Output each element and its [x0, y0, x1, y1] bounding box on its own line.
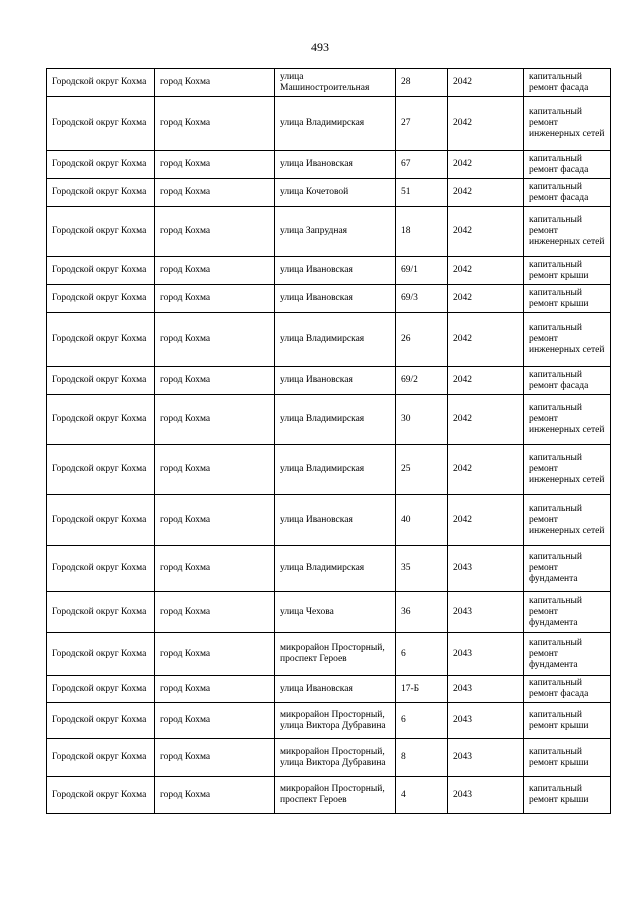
street-cell: улица Ивановская — [275, 285, 396, 313]
year-cell: 2042 — [448, 151, 524, 179]
house-number-cell: 36 — [396, 592, 448, 633]
table-body — [47, 69, 611, 814]
street-cell: микрорайон Просторный, проспект Героев — [275, 633, 396, 676]
street-cell: улица Ивановская — [275, 367, 396, 395]
table-row — [47, 546, 611, 592]
city-cell: город Кохма — [155, 592, 275, 633]
city-cell: город Кохма — [155, 367, 275, 395]
table-row — [47, 592, 611, 633]
table-row — [47, 495, 611, 546]
street-cell: микрорайон Просторный, проспект Героев — [275, 777, 396, 814]
district-cell: Городской округ Кохма — [47, 151, 155, 179]
house-number-cell: 4 — [396, 777, 448, 814]
house-number-cell: 69/2 — [396, 367, 448, 395]
city-cell: город Кохма — [155, 495, 275, 546]
street-cell: улица Машиностроительная — [275, 69, 396, 97]
district-cell: Городской округ Кохма — [47, 367, 155, 395]
table-row — [47, 97, 611, 151]
district-cell: Городской округ Кохма — [47, 395, 155, 445]
district-cell: Городской округ Кохма — [47, 633, 155, 676]
work-type-cell: капитальный ремонт крыши — [524, 777, 611, 814]
table-row — [47, 395, 611, 445]
year-cell: 2043 — [448, 703, 524, 739]
house-number-cell: 40 — [396, 495, 448, 546]
street-cell: микрорайон Просторный, улица Виктора Дубравина — [275, 739, 396, 777]
street-cell: улица Ивановская — [275, 676, 396, 703]
work-type-cell: капитальный ремонт инженерных сетей — [524, 97, 611, 151]
street-cell: микрорайон Просторный, улица Виктора Дубравина — [275, 703, 396, 739]
year-cell: 2042 — [448, 367, 524, 395]
year-cell: 2042 — [448, 495, 524, 546]
house-number-cell: 67 — [396, 151, 448, 179]
district-cell: Городской округ Кохма — [47, 495, 155, 546]
house-number-cell: 6 — [396, 703, 448, 739]
street-cell: улица Владимирская — [275, 395, 396, 445]
district-cell: Городской округ Кохма — [47, 703, 155, 739]
house-number-cell: 69/3 — [396, 285, 448, 313]
city-cell: город Кохма — [155, 676, 275, 703]
district-cell: Городской округ Кохма — [47, 777, 155, 814]
table-row — [47, 703, 611, 739]
year-cell: 2043 — [448, 739, 524, 777]
year-cell: 2042 — [448, 207, 524, 257]
year-cell: 2042 — [448, 313, 524, 367]
work-type-cell: капитальный ремонт фасада — [524, 367, 611, 395]
street-cell: улица Ивановская — [275, 257, 396, 285]
city-cell: город Кохма — [155, 97, 275, 151]
street-cell: улица Владимирская — [275, 313, 396, 367]
work-type-cell: капитальный ремонт фасада — [524, 179, 611, 207]
table-row — [47, 445, 611, 495]
year-cell: 2042 — [448, 445, 524, 495]
district-cell: Городской округ Кохма — [47, 592, 155, 633]
year-cell: 2042 — [448, 97, 524, 151]
work-type-cell: капитальный ремонт инженерных сетей — [524, 395, 611, 445]
work-type-cell: капитальный ремонт крыши — [524, 257, 611, 285]
house-number-cell: 25 — [396, 445, 448, 495]
house-number-cell: 8 — [396, 739, 448, 777]
work-type-cell: капитальный ремонт инженерных сетей — [524, 313, 611, 367]
table-row — [47, 313, 611, 367]
table-row — [47, 285, 611, 313]
city-cell: город Кохма — [155, 179, 275, 207]
district-cell: Городской округ Кохма — [47, 257, 155, 285]
district-cell: Городской округ Кохма — [47, 445, 155, 495]
district-cell: Городской округ Кохма — [47, 313, 155, 367]
year-cell: 2043 — [448, 592, 524, 633]
district-cell: Городской округ Кохма — [47, 179, 155, 207]
city-cell: город Кохма — [155, 69, 275, 97]
year-cell: 2043 — [448, 546, 524, 592]
table-row — [47, 676, 611, 703]
district-cell: Городской округ Кохма — [47, 676, 155, 703]
house-number-cell: 35 — [396, 546, 448, 592]
city-cell: город Кохма — [155, 739, 275, 777]
street-cell: улица Владимирская — [275, 97, 396, 151]
page-number: 493 — [311, 40, 329, 54]
house-number-cell: 28 — [396, 69, 448, 97]
house-number-cell: 69/1 — [396, 257, 448, 285]
house-number-cell: 27 — [396, 97, 448, 151]
year-cell: 2042 — [448, 285, 524, 313]
year-cell: 2043 — [448, 777, 524, 814]
district-cell: Городской округ Кохма — [47, 207, 155, 257]
table-row — [47, 179, 611, 207]
work-type-cell: капитальный ремонт фасада — [524, 151, 611, 179]
table-row — [47, 69, 611, 97]
street-cell: улица Чехова — [275, 592, 396, 633]
year-cell: 2042 — [448, 395, 524, 445]
city-cell: город Кохма — [155, 777, 275, 814]
house-number-cell: 51 — [396, 179, 448, 207]
district-cell: Городской округ Кохма — [47, 69, 155, 97]
city-cell: город Кохма — [155, 257, 275, 285]
work-type-cell: капитальный ремонт крыши — [524, 703, 611, 739]
table-row — [47, 739, 611, 777]
house-number-cell: 17-Б — [396, 676, 448, 703]
table-row — [47, 633, 611, 676]
city-cell: город Кохма — [155, 546, 275, 592]
street-cell: улица Владимирская — [275, 445, 396, 495]
city-cell: город Кохма — [155, 151, 275, 179]
district-cell: Городской округ Кохма — [47, 739, 155, 777]
work-type-cell: капитальный ремонт фундамента — [524, 633, 611, 676]
house-number-cell: 6 — [396, 633, 448, 676]
city-cell: город Кохма — [155, 285, 275, 313]
work-type-cell: капитальный ремонт крыши — [524, 285, 611, 313]
repair-schedule-table — [46, 68, 611, 814]
city-cell: город Кохма — [155, 395, 275, 445]
table-row — [47, 207, 611, 257]
year-cell: 2042 — [448, 179, 524, 207]
district-cell: Городской округ Кохма — [47, 285, 155, 313]
year-cell: 2042 — [448, 257, 524, 285]
street-cell: улица Кочетовой — [275, 179, 396, 207]
table-row — [47, 777, 611, 814]
year-cell: 2042 — [448, 69, 524, 97]
house-number-cell: 18 — [396, 207, 448, 257]
work-type-cell: капитальный ремонт фундамента — [524, 546, 611, 592]
city-cell: город Кохма — [155, 633, 275, 676]
work-type-cell: капитальный ремонт фасада — [524, 69, 611, 97]
house-number-cell: 26 — [396, 313, 448, 367]
district-cell: Городской округ Кохма — [47, 546, 155, 592]
year-cell: 2043 — [448, 676, 524, 703]
table-row — [47, 151, 611, 179]
city-cell: город Кохма — [155, 313, 275, 367]
table-row — [47, 257, 611, 285]
city-cell: город Кохма — [155, 445, 275, 495]
street-cell: улица Ивановская — [275, 151, 396, 179]
street-cell: улица Ивановская — [275, 495, 396, 546]
city-cell: город Кохма — [155, 703, 275, 739]
street-cell: улица Запрудная — [275, 207, 396, 257]
work-type-cell: капитальный ремонт фасада — [524, 676, 611, 703]
work-type-cell: капитальный ремонт фундамента — [524, 592, 611, 633]
work-type-cell: капитальный ремонт крыши — [524, 739, 611, 777]
house-number-cell: 30 — [396, 395, 448, 445]
street-cell: улица Владимирская — [275, 546, 396, 592]
work-type-cell: капитальный ремонт инженерных сетей — [524, 495, 611, 546]
district-cell: Городской округ Кохма — [47, 97, 155, 151]
city-cell: город Кохма — [155, 207, 275, 257]
year-cell: 2043 — [448, 633, 524, 676]
work-type-cell: капитальный ремонт инженерных сетей — [524, 445, 611, 495]
work-type-cell: капитальный ремонт инженерных сетей — [524, 207, 611, 257]
table-row — [47, 367, 611, 395]
